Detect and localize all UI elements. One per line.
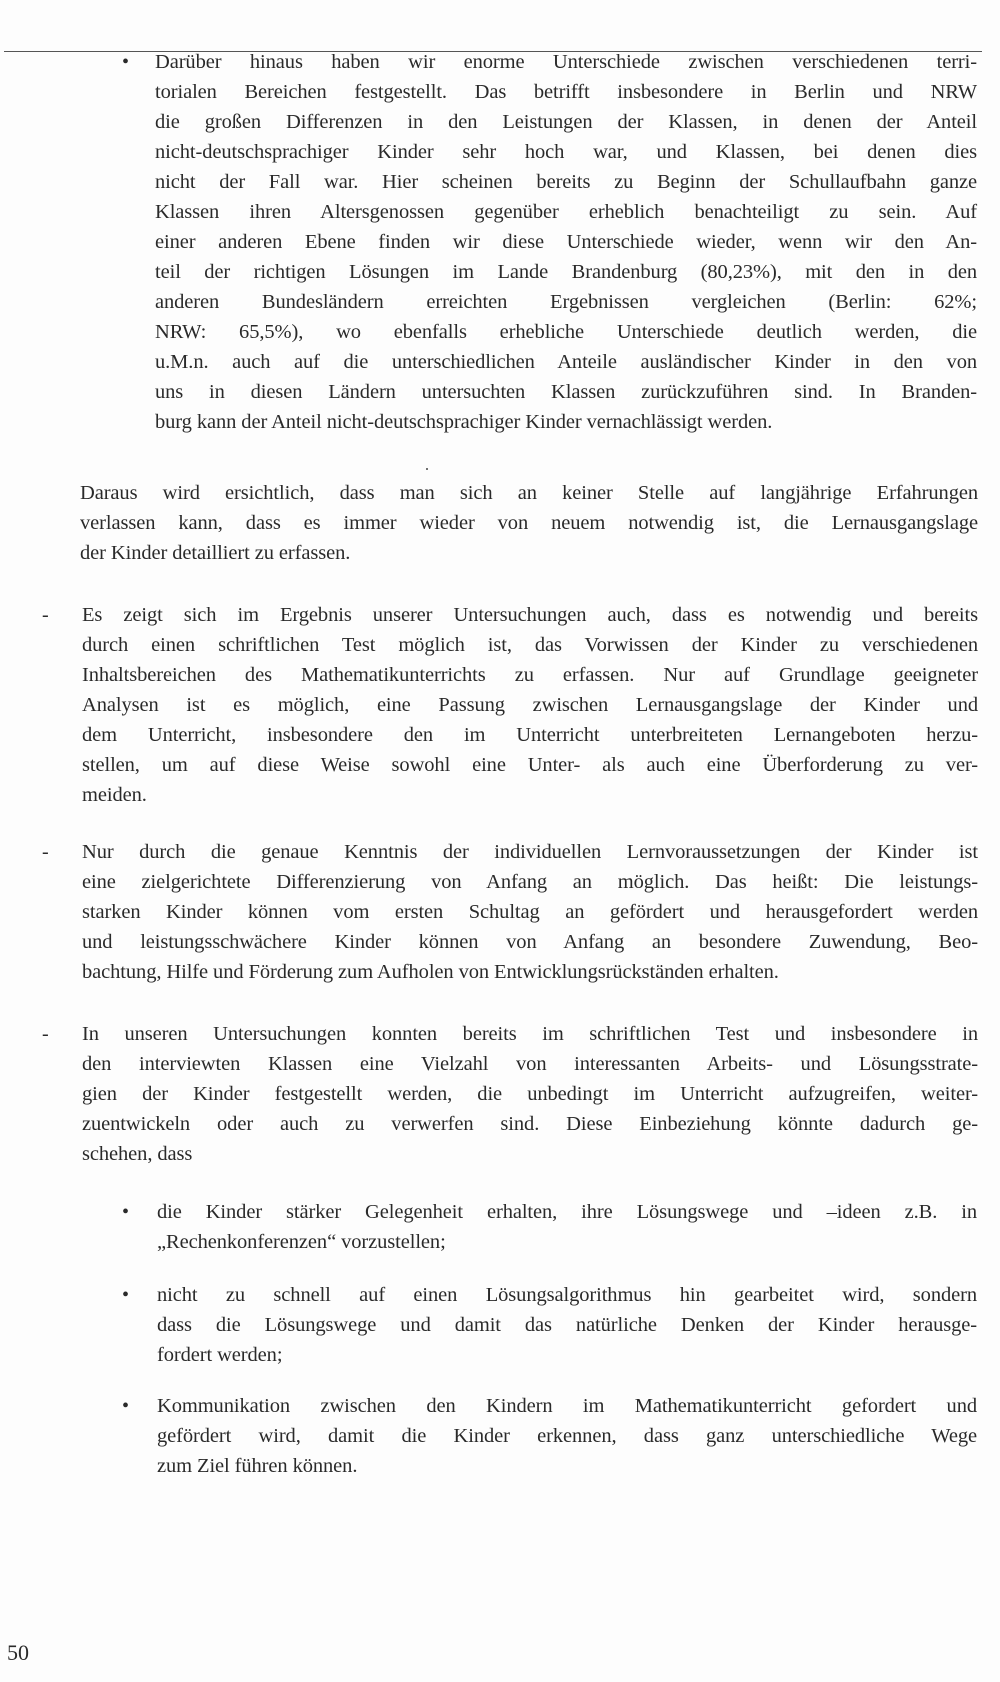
- bullet-marker: •: [122, 51, 130, 73]
- bullet-item-communication: [157, 1391, 977, 1481]
- text-line: zuentwickeln oder auch zu verwerfen sind. Diese Einbeziehung könnte dadurch ge-: [82, 1113, 978, 1135]
- text-line: dem Unterricht, insbesondere den im Unterricht unterbreiteten Lernangeboten herzu-: [82, 724, 978, 746]
- text-line: starken Kinder können vom ersten Schultag an gefördert und herausgefordert werden: [82, 901, 978, 923]
- text-line: Darüber hinaus haben wir enorme Unterschiede zwischen verschiedenen terri-: [155, 51, 977, 73]
- text-line: einer anderen Ebene finden wir diese Unterschiede wieder, wenn wir den An-: [155, 231, 977, 253]
- text-line: zum Ziel führen können.: [157, 1455, 358, 1477]
- dash-marker: -: [42, 1023, 49, 1045]
- text-line: eine zielgerichtete Differenzierung von Anfang an möglich. Das heißt: Die leistungs-: [82, 871, 978, 893]
- text-line: dass die Lösungswege und damit das natürliche Denken der Kinder herausge-: [157, 1314, 977, 1336]
- text-line: verlassen kann, dass es immer wieder von neuem notwendig ist, die Lernausgangslage: [80, 512, 978, 534]
- text-line: meiden.: [82, 784, 147, 806]
- text-line: gien der Kinder festgestellt werden, die unbedingt im Unterricht aufzugreifen, weiter-: [82, 1083, 978, 1105]
- text-line: durch einen schriftlichen Test möglich ist, das Vorwissen der Kinder zu verschiedenen: [82, 634, 978, 656]
- text-line: „Rechenkonferenzen“ vorzustellen;: [157, 1231, 446, 1253]
- text-line: nicht zu schnell auf einen Lösungsalgorithmus hin gearbeitet wird, sondern: [157, 1284, 977, 1306]
- text-line: bachtung, Hilfe und Förderung zum Aufholen von Entwicklungsrückständen erhalten.: [82, 961, 779, 983]
- text-line: den interviewten Klassen eine Vielzahl von interessanten Arbeits- und Lösungsstrate-: [82, 1053, 978, 1075]
- text-line: Klassen ihren Altersgenossen gegenüber erheblich benachteiligt zu sein. Auf: [155, 201, 977, 223]
- text-line: Analysen ist es möglich, eine Passung zwischen Lernausgangslage der Kinder und: [82, 694, 978, 716]
- text-line: anderen Bundesländern erreichten Ergebnissen vergleichen (Berlin: 62%;: [155, 291, 977, 313]
- dash-item-differentiation: [82, 837, 978, 987]
- bullet-item-rechenkonferenzen: [157, 1197, 977, 1257]
- bullet-marker: •: [122, 1395, 130, 1417]
- text-line: teil der richtigen Lösungen im Lande Brandenburg (80,23%), mit den in den: [155, 261, 977, 283]
- text-line: u.M.n. auch auf die unterschiedlichen Anteile ausländischer Kinder in den von: [155, 351, 977, 373]
- dash-item-strategies: [82, 1019, 978, 1169]
- dash-marker: -: [42, 841, 49, 863]
- text-line: fordert werden;: [157, 1344, 283, 1366]
- dash-marker: -: [42, 604, 49, 626]
- bullet-marker: •: [122, 1284, 130, 1306]
- dash-item-written-test: [82, 600, 978, 810]
- text-line: Es zeigt sich im Ergebnis unserer Untersuchungen auch, dass es notwendig und bereits: [82, 604, 978, 626]
- text-line: der Kinder detailliert zu erfassen.: [80, 542, 351, 564]
- text-line: und leistungsschwächere Kinder können von Anfang an besondere Zuwendung, Beo-: [82, 931, 978, 953]
- text-line: gefördert wird, damit die Kinder erkennen, dass ganz unterschiedliche Wege: [157, 1425, 977, 1447]
- text-line: schehen, dass: [82, 1143, 193, 1165]
- page-number: 50: [7, 1640, 29, 1665]
- text-line: die großen Differenzen in den Leistungen der Klassen, in denen der Anteil: [155, 111, 977, 133]
- text-line: die Kinder stärker Gelegenheit erhalten, ihre Lösungswege und –ideen z.B. in: [157, 1201, 977, 1223]
- text-line: Inhaltsbereichen des Mathematikunterrichts zu erfassen. Nur auf Grundlage geeigneter: [82, 664, 978, 686]
- text-line: Nur durch die genaue Kenntnis der individuellen Lernvoraussetzungen der Kinder ist: [82, 841, 978, 863]
- text-line: nicht der Fall war. Hier scheinen bereits zu Beginn der Schullaufbahn ganze: [155, 171, 977, 193]
- text-line: burg kann der Anteil nicht-deutschsprachiger Kinder vernachlässigt werden.: [155, 411, 773, 433]
- text-line: Kommunikation zwischen den Kindern im Mathematikunterricht gefordert und: [157, 1395, 977, 1417]
- text-line: stellen, um auf diese Weise sowohl eine Unter- als auch eine Überforderung zu ver-: [82, 754, 978, 776]
- text-line: Daraus wird ersichtlich, dass man sich an keiner Stelle auf langjährige Erfahrungen: [80, 482, 978, 504]
- text-line: NRW: 65,5%), wo ebenfalls erhebliche Unterschiede deutlich werden, die: [155, 321, 977, 343]
- bullet-item-territorial-differences: [155, 47, 977, 437]
- text-line: nicht-deutschsprachiger Kinder sehr hoch war, und Klassen, bei denen dies: [155, 141, 977, 163]
- paragraph-conclusion: [80, 478, 978, 568]
- text-line: uns in diesen Ländern untersuchten Klassen zurückzuführen sind. In Branden-: [155, 381, 977, 403]
- bullet-marker: •: [122, 1201, 130, 1223]
- text-line: torialen Bereichen festgestellt. Das betrifft insbesondere in Berlin und NRW: [155, 81, 977, 103]
- scan-artifact-dot: [426, 468, 428, 470]
- bullet-item-algorithm: [157, 1280, 977, 1370]
- text-line: In unseren Untersuchungen konnten bereits im schriftlichen Test und insbesondere in: [82, 1023, 978, 1045]
